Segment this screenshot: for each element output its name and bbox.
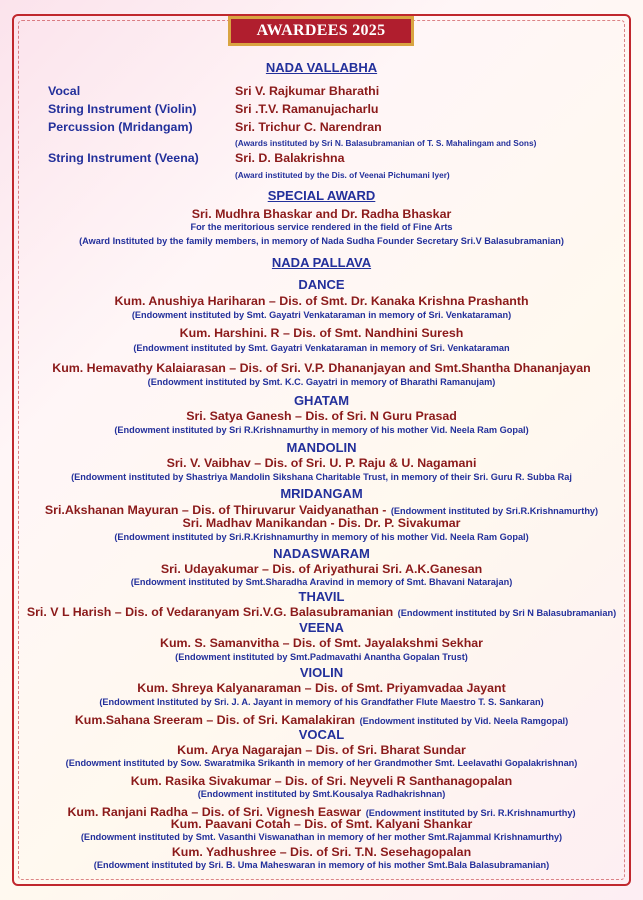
vocal-awardee-1-note: (Endowment instituted by Sow. Swaratmika Srikanth in memory of her Grandmother Smt. Leelavathi Gopalakrishnan) (65, 758, 578, 768)
mridangam-awardee-2: Sri. Madhav Manikandan - Dis. Dr. P. Sivakumar (182, 516, 461, 530)
vocal-awardee-3-note: (Endowment instituted by Sri. R.Krishnamurthy) (365, 808, 576, 818)
veena-awardee-1-note: (Endowment instituted by Smt.Padmavathi Anantha Gopalan Trust) (175, 652, 468, 662)
row-name: Sri .T.V. Ramanujacharlu (235, 102, 379, 116)
vocal-awardee-4: Kum. Paavani Cotah – Dis. of Smt. Kalyani Shankar (170, 817, 473, 831)
category-nadaswaram: NADASWARAM (273, 546, 370, 561)
category-thavil: THAVIL (298, 589, 345, 604)
vocal-awardee-2: Kum. Rasika Sivakumar – Dis. of Sri. Neyveli R Santhanagopalan (130, 774, 513, 788)
row-label: Vocal (48, 84, 81, 98)
nadaswaram-awardee-1: Sri. Udayakumar – Dis. of Ariyathurai Sri. A.K.Ganesan (160, 562, 483, 576)
section-heading-nada-vallabha: NADA VALLABHA (265, 60, 378, 75)
special-award-line1: For the meritorious service rendered in the field of Fine Arts (190, 222, 453, 232)
vocal-awardee-5-note: (Endowment instituted by Sri. B. Uma Maheswaran in memory of his mother Smt.Bala Balasubramanian) (93, 860, 550, 870)
dance-awardee-2: Kum. Harshini. R – Dis. of Smt. Nandhini Suresh (179, 326, 464, 340)
vocal-awardee-4-note: (Endowment instituted by Smt. Vasanthi Viswanathan in memory of her mother Smt.Rajammal Krishnamurthy) (80, 832, 563, 842)
violin-awardee-1: Kum. Shreya Kalyanaraman – Dis. of Smt. Priyamvadaa Jayant (137, 681, 506, 695)
violin-awardee-2-note: (Endowment instituted by Vid. Neela Ramgopal) (359, 716, 569, 726)
vocal-awardee-2-note: (Endowment instituted by Smt.Kousalya Radhakrishnan) (197, 789, 446, 799)
vocal-awardee-3: Kum. Ranjani Radha – Dis. of Sri. Vignesh Easwar (67, 805, 362, 819)
vocal-awardee-1: Kum. Arya Nagarajan – Dis. of Sri. Bharat Sundar (177, 743, 466, 757)
row-label: Percussion (Mridangam) (48, 120, 193, 134)
row-note: (Awards instituted by Sri N. Balasubramanian of T. S. Mahalingam and Sons) (235, 138, 537, 148)
row-label: String Instrument (Violin) (48, 102, 197, 116)
category-dance: DANCE (298, 277, 345, 292)
row-name: Sri. D. Balakrishna (235, 151, 345, 165)
category-ghatam: GHATAM (293, 393, 350, 408)
page-title: AWARDEES 2025 (256, 22, 386, 39)
category-vocal: VOCAL (298, 727, 345, 742)
ghatam-awardee-1: Sri. Satya Ganesh – Dis. of Sri. N Guru Prasad (186, 409, 457, 423)
mandolin-awardee-1-note: (Endowment instituted by Shastriya Mandolin Sikshana Charitable Trust, in memory of their Sri. Guru R. Subba Raj (71, 472, 572, 482)
mridangam-awardee-1-note: (Endowment instituted by Sri.R.Krishnamurthy) (390, 506, 599, 516)
nadaswaram-awardee-1-note: (Endowment instituted by Smt.Sharadha Aravind in memory of Smt. Bhavani Natarajan) (130, 577, 513, 587)
section-heading-special-award: SPECIAL AWARD (267, 188, 376, 203)
row-name: Sri V. Rajkumar Bharathi (235, 84, 380, 98)
violin-awardee-2: Kum.Sahana Sreeram – Dis. of Sri. Kamalakiran (74, 713, 356, 727)
ghatam-awardee-1-note: (Endowment instituted by Sri R.Krishnamurthy in memory of his mother Vid. Neela Ram Gopal) (114, 425, 529, 435)
row-name: Sri. Trichur C. Narendran (235, 120, 382, 134)
page-title-banner (228, 16, 414, 46)
thavil-awardee-1-line (0, 603, 643, 621)
category-violin: VIOLIN (299, 665, 344, 680)
row-label: String Instrument (Veena) (48, 151, 199, 165)
dance-awardee-2-note: (Endowment instituted by Smt. Gayatri Venkataraman in memory of Sri. Venkataraman (133, 343, 510, 353)
category-veena: VEENA (299, 620, 344, 635)
veena-awardee-1: Kum. S. Samanvitha – Dis. of Smt. Jayalakshmi Sekhar (160, 636, 483, 650)
special-award-name: Sri. Mudhra Bhaskar and Dr. Radha Bhaskar (191, 207, 452, 221)
section-heading-nada-pallava: NADA PALLAVA (271, 255, 372, 270)
mandolin-awardee-1: Sri. V. Vaibhav – Dis. of Sri. U. P. Raju & U. Nagamani (166, 456, 477, 470)
vocal-awardee-5: Kum. Yadhushree – Dis. of Sri. T.N. Sesehagopalan (171, 845, 472, 859)
category-mandolin: MANDOLIN (286, 440, 357, 455)
dance-awardee-1-note: (Endowment instituted by Smt. Gayatri Venkataraman in memory of Sri. Venkataraman) (131, 310, 512, 320)
dance-awardee-3: Kum. Hemavathy Kalaiarasan – Dis. of Sri. V.P. Dhananjayan and Smt.Shantha Dhananjayan (52, 361, 591, 375)
special-award-line2: (Award Instituted by the family members, in memory of Nada Sudha Founder Secretary Sri.V Balasubramanian) (79, 236, 564, 246)
mridangam-awardee-2-note: (Endowment instituted by Sri.R.Krishnamurthy in memory of his mother Vid. Neela Ram Gopal) (114, 532, 529, 542)
thavil-awardee-1-note: (Endowment instituted by Sri N Balasubramanian) (397, 608, 617, 618)
dance-awardee-3-note: (Endowment instituted by Smt. K.C. Gayatri in memory of Bharathi Ramanujam) (147, 377, 496, 387)
row-note: (Award instituted by the Dis. of Veenai Pichumani Iyer) (235, 170, 450, 180)
dance-awardee-1: Kum. Anushiya Hariharan – Dis. of Smt. Dr. Kanaka Krishna Prashanth (114, 294, 529, 308)
category-mridangam: MRIDANGAM (280, 486, 363, 501)
thavil-awardee-1: Sri. V L Harish – Dis. of Vedaranyam Sri.V.G. Balasubramanian (26, 605, 394, 619)
mridangam-awardee-1: Sri.Akshanan Mayuran – Dis. of Thiruvarur Vaidyanathan - (44, 503, 387, 517)
violin-awardee-1-note: (Endowment Instituted by Sri. J. A. Jayant in memory of his Grandfather Flute Maestro T. S. Sankaran) (99, 697, 544, 707)
